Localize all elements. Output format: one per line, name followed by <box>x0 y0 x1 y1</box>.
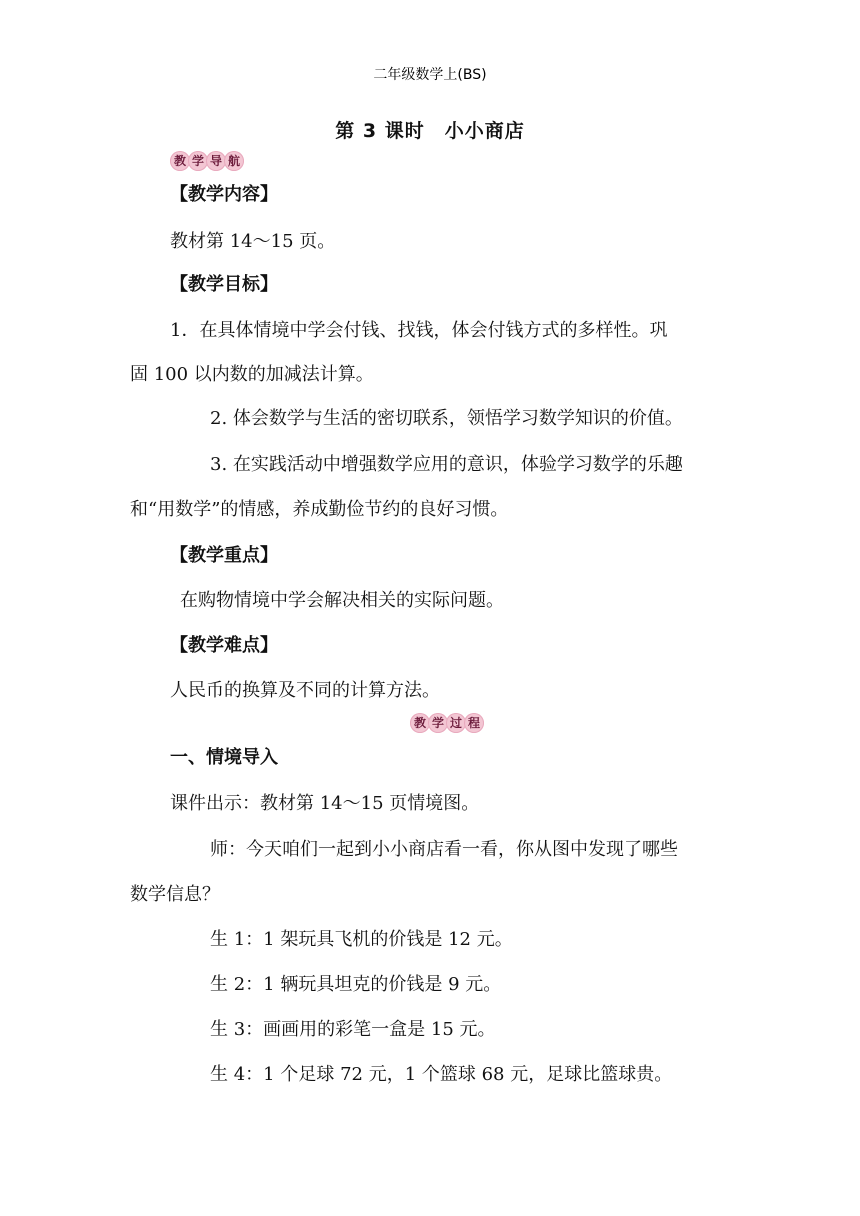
teacher-line-1: 师：今天咱们一起到小小商店看一看，你从图中发现了哪些 <box>210 839 678 860</box>
badge-char: 学 <box>428 713 448 733</box>
key-text: 在购物情境中学会解决相关的实际问题。 <box>180 590 504 611</box>
goal-3-line-2: 和“用数学”的情感，养成勤俭节约的良好习惯。 <box>130 499 509 520</box>
difficulty-text: 人民币的换算及不同的计算方法。 <box>170 680 440 701</box>
difficulty-heading: 【教学难点】 <box>170 635 278 656</box>
goal-3-line-1: 3. 在实践活动中增强数学应用的意识，体验学习数学的乐趣 <box>210 454 683 475</box>
running-header: 二年级数学上(BS) <box>373 67 487 83</box>
student-2: 生 2：1 辆玩具坦克的价钱是 9 元。 <box>210 974 502 995</box>
teacher-line-2: 数学信息？ <box>130 884 220 905</box>
intro-heading: 一、情境导入 <box>170 747 278 768</box>
badge-char: 过 <box>446 713 466 733</box>
content-heading: 【教学内容】 <box>170 184 278 205</box>
content-text: 教材第 14～15 页。 <box>170 231 336 252</box>
badge-char: 教 <box>410 713 430 733</box>
lesson-title: 第 3 课时 小小商店 <box>335 120 525 142</box>
teaching-process-badge <box>410 712 482 734</box>
student-4: 生 4：1 个足球 72 元，1 个篮球 68 元，足球比篮球贵。 <box>210 1064 673 1085</box>
student-1: 生 1：1 架玩具飞机的价钱是 12 元。 <box>210 929 513 950</box>
badge-char: 教 <box>170 151 190 171</box>
badge-char: 学 <box>188 151 208 171</box>
badge-char: 导 <box>206 151 226 171</box>
badge-char: 程 <box>464 713 484 733</box>
badge-char: 航 <box>224 151 244 171</box>
goal-1-line-2: 固 100 以内数的加减法计算。 <box>130 364 374 385</box>
intro-text: 课件出示：教材第 14～15 页情境图。 <box>170 793 480 814</box>
student-3: 生 3：画画用的彩笔一盒是 15 元。 <box>210 1019 496 1040</box>
teaching-guide-badge <box>170 150 242 172</box>
goal-2: 2. 体会数学与生活的密切联系，领悟学习数学知识的价值。 <box>210 408 683 429</box>
goal-1-line-1: 1．在具体情境中学会付钱、找钱，体会付钱方式的多样性。巩 <box>170 320 668 341</box>
goals-heading: 【教学目标】 <box>170 274 278 295</box>
key-heading: 【教学重点】 <box>170 545 278 566</box>
